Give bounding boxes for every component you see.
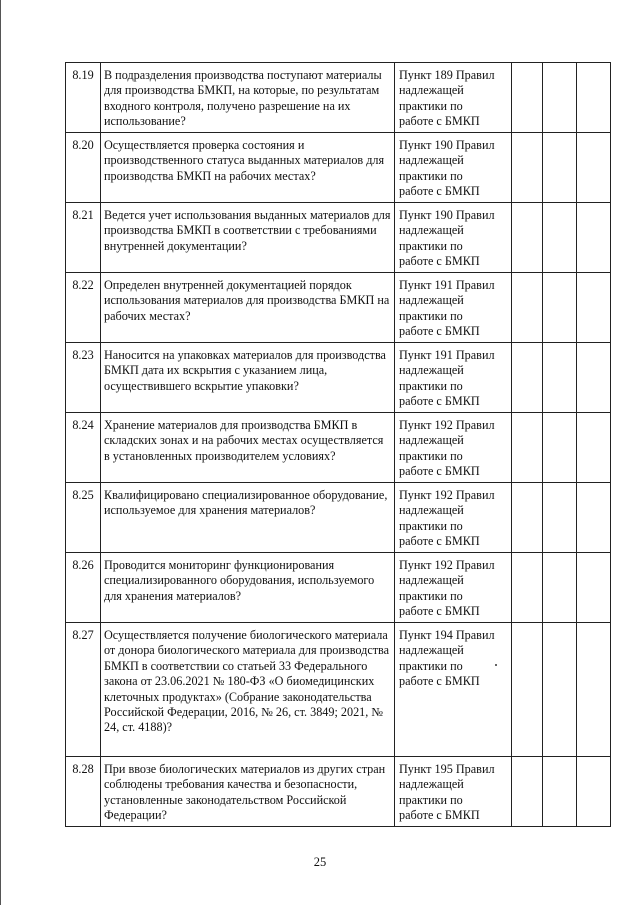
answer-no-cell[interactable] [543,343,577,413]
table-row [66,133,611,203]
table-row [66,483,611,553]
question-text: Наносится на упаковках материалов для производства БМКП дата их вскрытия с указанием лица, осуществившего вскрытие упаковки? [101,343,395,413]
reference-text: Пункт 192 Правил надлежащей практики по работе с БМКП [399,418,495,479]
reference-text: Пункт 191 Правил надлежащей практики по работе с БМКП [399,278,495,339]
answer-na-cell[interactable] [577,553,611,623]
question-text: Определен внутренней документацией порядок использования материалов для производства БМКП на рабочих местах? [101,273,395,343]
table-row [66,623,611,757]
answer-na-cell[interactable] [577,343,611,413]
answer-yes-cell[interactable] [512,483,543,553]
answer-no-cell[interactable] [543,413,577,483]
answer-no-cell[interactable] [543,623,577,757]
answer-no-cell[interactable] [543,273,577,343]
table-row [66,203,611,273]
row-number: 8.24 [66,413,101,483]
answer-na-cell[interactable] [577,483,611,553]
row-number: 8.26 [66,553,101,623]
answer-yes-cell[interactable] [512,273,543,343]
row-number: 8.27 [66,623,101,757]
row-number: 8.25 [66,483,101,553]
table-row [66,413,611,483]
row-number: 8.20 [66,133,101,203]
reference-cell [395,757,512,827]
row-number: 8.19 [66,63,101,133]
reference-text: Пункт 189 Правил надлежащей практики по работе с БМКП [399,68,495,129]
reference-cell [395,343,512,413]
reference-cell [395,63,512,133]
reference-cell [395,623,512,757]
table-row [66,757,611,827]
answer-yes-cell[interactable] [512,133,543,203]
reference-cell [395,273,512,343]
table-row [66,553,611,623]
answer-na-cell[interactable] [577,133,611,203]
answer-yes-cell[interactable] [512,757,543,827]
answer-yes-cell[interactable] [512,63,543,133]
row-number: 8.28 [66,757,101,827]
reference-text: Пункт 190 Правил надлежащей практики по работе с БМКП [399,208,495,269]
answer-yes-cell[interactable] [512,553,543,623]
row-number: 8.22 [66,273,101,343]
table-row [66,273,611,343]
scan-speck [495,664,497,666]
reference-text: Пункт 190 Правил надлежащей практики по работе с БМКП [399,138,495,199]
reference-cell [395,483,512,553]
answer-yes-cell[interactable] [512,413,543,483]
reference-text: Пункт 192 Правил надлежащей практики по работе с БМКП [399,488,495,549]
reference-cell [395,133,512,203]
answer-na-cell[interactable] [577,413,611,483]
answer-na-cell[interactable] [577,623,611,757]
answer-yes-cell[interactable] [512,623,543,757]
reference-cell [395,553,512,623]
reference-text: Пункт 194 Правил надлежащей практики по работе с БМКП [399,628,495,689]
row-number: 8.23 [66,343,101,413]
question-text: Хранение материалов для производства БМКП в складских зонах и на рабочих местах осуществляется в установленных производителем условиях? [101,413,395,483]
answer-na-cell[interactable] [577,273,611,343]
table-row [66,343,611,413]
question-text: Ведется учет использования выданных материалов для производства БМКП в соответствии с требованиями внутренней документации? [101,203,395,273]
reference-cell [395,203,512,273]
table-row [66,63,611,133]
answer-no-cell[interactable] [543,553,577,623]
question-text: Проводится мониторинг функционирования специализированного оборудования, используемого для хранения материалов? [101,553,395,623]
answer-no-cell[interactable] [543,63,577,133]
answer-no-cell[interactable] [543,757,577,827]
question-text: Осуществляется получение биологического материала от донора биологического материала для производства БМКП в соответствии со статьей 33 Федерального закона от 23.06.2021 № 180-ФЗ «О биомедицинских клеточных продуктах» (Собрание законодательства Российской Федерации, 2016, № 26, ст. 3849; 2021, № 24, ст. 4188)? [101,623,395,757]
reference-text: Пункт 191 Правил надлежащей практики по работе с БМКП [399,348,495,409]
answer-yes-cell[interactable] [512,343,543,413]
answer-no-cell[interactable] [543,203,577,273]
reference-cell [395,413,512,483]
answer-na-cell[interactable] [577,203,611,273]
answer-yes-cell[interactable] [512,203,543,273]
answer-no-cell[interactable] [543,483,577,553]
answer-na-cell[interactable] [577,757,611,827]
row-number: 8.21 [66,203,101,273]
reference-text: Пункт 195 Правил надлежащей практики по работе с БМКП [399,762,495,823]
answer-no-cell[interactable] [543,133,577,203]
question-text: Осуществляется проверка состояния и производственного статуса выданных материалов для производства БМКП на рабочих местах? [101,133,395,203]
question-text: В подразделения производства поступают материалы для производства БМКП, на которые, по результатам входного контроля, получено разрешение на их использование? [101,63,395,133]
checklist-table [65,62,611,827]
question-text: При ввозе биологических материалов из других стран соблюдены требования качества и безопасности, установленные законодательством Российской Федерации? [101,757,395,827]
scan-edge [0,0,1,905]
question-text: Квалифицировано специализированное оборудование, используемое для хранения материалов? [101,483,395,553]
reference-text: Пункт 192 Правил надлежащей практики по работе с БМКП [399,558,495,619]
page-number: 25 [313,855,327,869]
answer-na-cell[interactable] [577,63,611,133]
